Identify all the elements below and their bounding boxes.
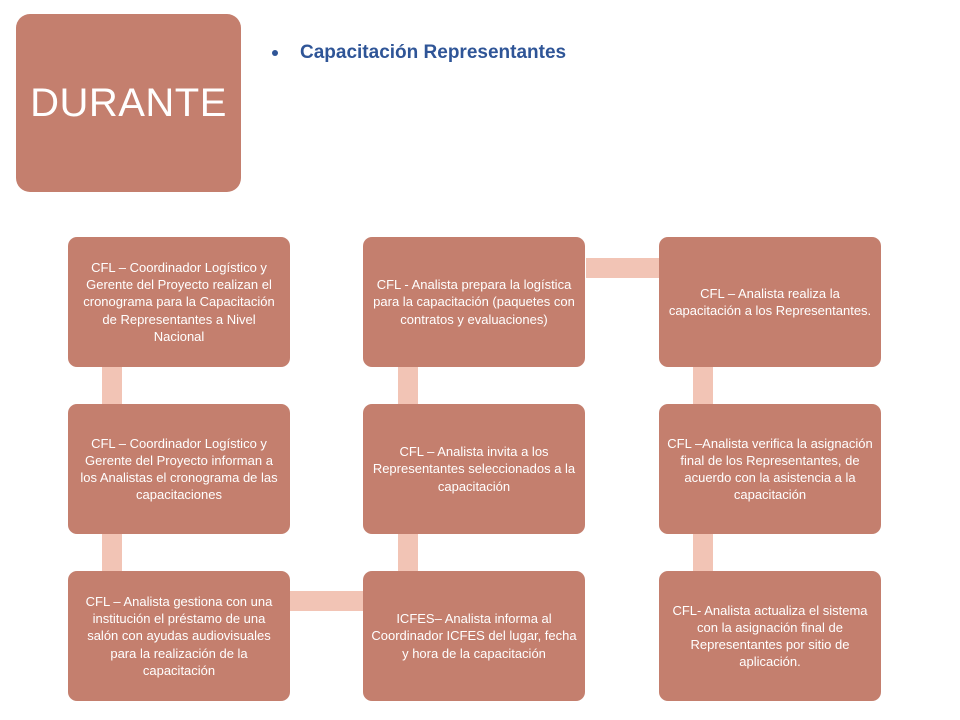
flow-step-5: [363, 404, 585, 534]
flow-step-4: [363, 571, 585, 701]
flow-step-2: [68, 404, 290, 534]
flow-step-text: CFL –Analista verifica la asignación final de los Representantes, de acuerdo con la asistencia a la capacitación: [667, 435, 873, 503]
flow-step-8: [659, 404, 881, 534]
flow-step-7: [659, 237, 881, 367]
flow-step-text: CFL – Analista realiza la capacitación a los Representantes.: [668, 285, 872, 318]
flow-step-text: CFL- Analista actualiza el sistema con la asignación final de Representantes por sitio de aplicación.: [672, 602, 868, 670]
flow-step-9: [659, 571, 881, 701]
connector-4-5: [398, 534, 418, 571]
flow-step-3: [68, 571, 290, 701]
flow-step-text: ICFES– Analista informa al Coordinador ICFES del lugar, fecha y hora de la capacitación: [371, 611, 577, 661]
bullet-item: [272, 42, 566, 64]
connector-5-6: [398, 367, 418, 404]
flow-step-text: CFL – Analista gestiona con una institución el préstamo de una salón con ayudas audiovisuales para la realización de la capacitación: [85, 594, 273, 678]
flow-step-6: [363, 237, 585, 367]
flow-step-1: [68, 237, 290, 367]
connector-8-9: [693, 534, 713, 571]
flow-step-text: CFL – Coordinador Logístico y Gerente del Proyecto realizan el cronograma para la Capacitación de Representantes a Nivel Nacional: [83, 260, 275, 344]
section-title-box: [16, 14, 241, 192]
section-title: DURANTE: [30, 80, 227, 125]
bullet-text: Capacitación Representantes: [300, 42, 567, 63]
bullet-dot-icon: [272, 50, 278, 56]
connector-7-8: [693, 367, 713, 404]
connector-6-7: [586, 258, 659, 278]
flow-step-text: CFL – Analista invita a los Representantes seleccionados a la capacitación: [372, 444, 576, 494]
flow-step-text: CFL - Analista prepara la logística para la capacitación (paquetes con contratos y evaluaciones): [373, 277, 575, 327]
flow-step-text: CFL – Coordinador Logístico y Gerente del Proyecto informan a los Analistas el cronograma de las capacitaciones: [80, 435, 278, 503]
connector-3-4: [290, 591, 363, 611]
connector-2-3: [102, 534, 122, 571]
connector-1-2: [102, 367, 122, 404]
